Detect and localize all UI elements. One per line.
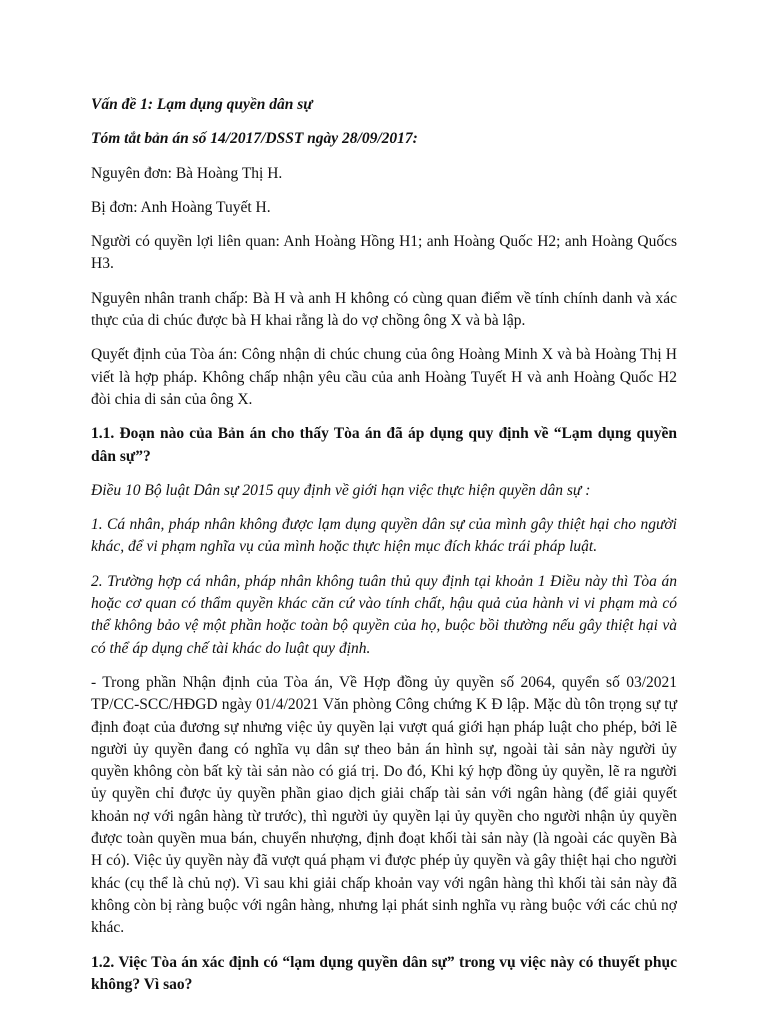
plaintiff-line: Nguyên đơn: Bà Hoàng Thị H. <box>91 164 283 182</box>
issue-heading: Vấn đề 1: Lạm dụng quyền dân sự <box>91 96 313 113</box>
defendant-line: Bị đơn: Anh Hoàng Tuyết H. <box>91 198 271 216</box>
article-10-clause-2: 2. Trường hợp cá nhân, pháp nhân không tuân thủ quy định tại khoản 1 Điều này thì Tòa án hoặc cơ quan có thẩm quyền khác căn cứ vào tính chất, hậu quả của hành vi vi phạm mà có thể không bảo vệ một phần hoặc toàn bộ quyền của họ, buộc bồi thường nếu gây thiệt hại và có thể áp dụng chế tài khác do luật quy định. <box>91 572 677 657</box>
article-10-clause-1: 1. Cá nhân, pháp nhân không được lạm dụng quyền dân sự của mình gây thiệt hại cho người khác, để vi phạm nghĩa vụ của mình hoặc thực hiện mục đích khác trái pháp luật. <box>91 516 677 556</box>
question-1-2-heading: 1.2. Việc Tòa án xác định có “lạm dụng quyền dân sự” trong vụ việc này có thuyết phục không? Vì sao? <box>91 953 677 993</box>
court-decision-paragraph: Quyết định của Tòa án: Công nhận di chúc chung của ông Hoàng Minh X và bà Hoàng Thị H viết là hợp pháp. Không chấp nhận yêu cầu của anh Hoàng Tuyết H và anh Hoàng Quốc H2 đòi chia di sản của ông X. <box>91 346 677 408</box>
case-summary-heading: Tóm tắt bản án số 14/2017/DSST ngày 28/09/2017: <box>91 130 418 148</box>
article-10-intro: Điều 10 Bộ luật Dân sự 2015 quy định về giới hạn việc thực hiện quyền dân sự : <box>91 481 591 499</box>
dispute-cause-paragraph: Nguyên nhân tranh chấp: Bà H và anh H không có cùng quan điểm về tính chính danh và xác thực của di chúc được bà H khai rằng là do vợ chồng ông X và bà lập. <box>91 289 677 330</box>
question-1-1-heading: 1.1. Đoạn nào của Bản án cho thấy Tòa án đã áp dụng quy định về “Lạm dụng quyền dân sự”? <box>91 425 677 465</box>
document-page <box>91 94 677 1008</box>
answer-1-1-paragraph: - Trong phần Nhận định của Tòa án, Về Hợp đồng ủy quyền số 2064, quyển số 03/2021 TP/CC-SCC/HĐGD ngày 01/4/2021 Văn phòng Công chứng K Đ lập. Mặc dù tôn trọng sự tự định đoạt của đương sự nhưng việc ủy quyền lại vượt quá giới hạn pháp luật cho phép, bởi lẽ người ủy quyền đang có nghĩa vụ dân sự theo bản án hình sự, ngoài tài sản này người ủy quyền không còn bất kỳ tài sản nào có giá trị. Do đó, Khi ký hợp đồng ủy quyền, lẽ ra người ủy quyền chỉ được ủy quyền phần giao dịch giải chấp tài sản với ngân hàng (để giải quyết khoản nợ với ngân hàng từ trước), thì người ủy quyền lại ủy quyền cho người nhận ủy quyền được toàn quyền mua bán, chuyển nhượng, định đoạt khối tài sản này (là ngoài các quyền Bà H có). Việc ủy quyền này đã vượt quá phạm vi được phép ủy quyền và gây thiệt hại cho người khác (cụ thể là chủ nợ). Vì sau khi giải chấp khoản vay với ngân hàng thì khối tài sản này đã không còn bị ràng buộc với ngân hàng, nhưng lại phát sinh nghĩa vụ ràng buộc với các chủ nợ khác. <box>91 673 677 937</box>
related-parties-paragraph: Người có quyền lợi liên quan: Anh Hoàng Hồng H1; anh Hoàng Quốc H2; anh Hoàng Quốcs H3. <box>91 233 677 273</box>
